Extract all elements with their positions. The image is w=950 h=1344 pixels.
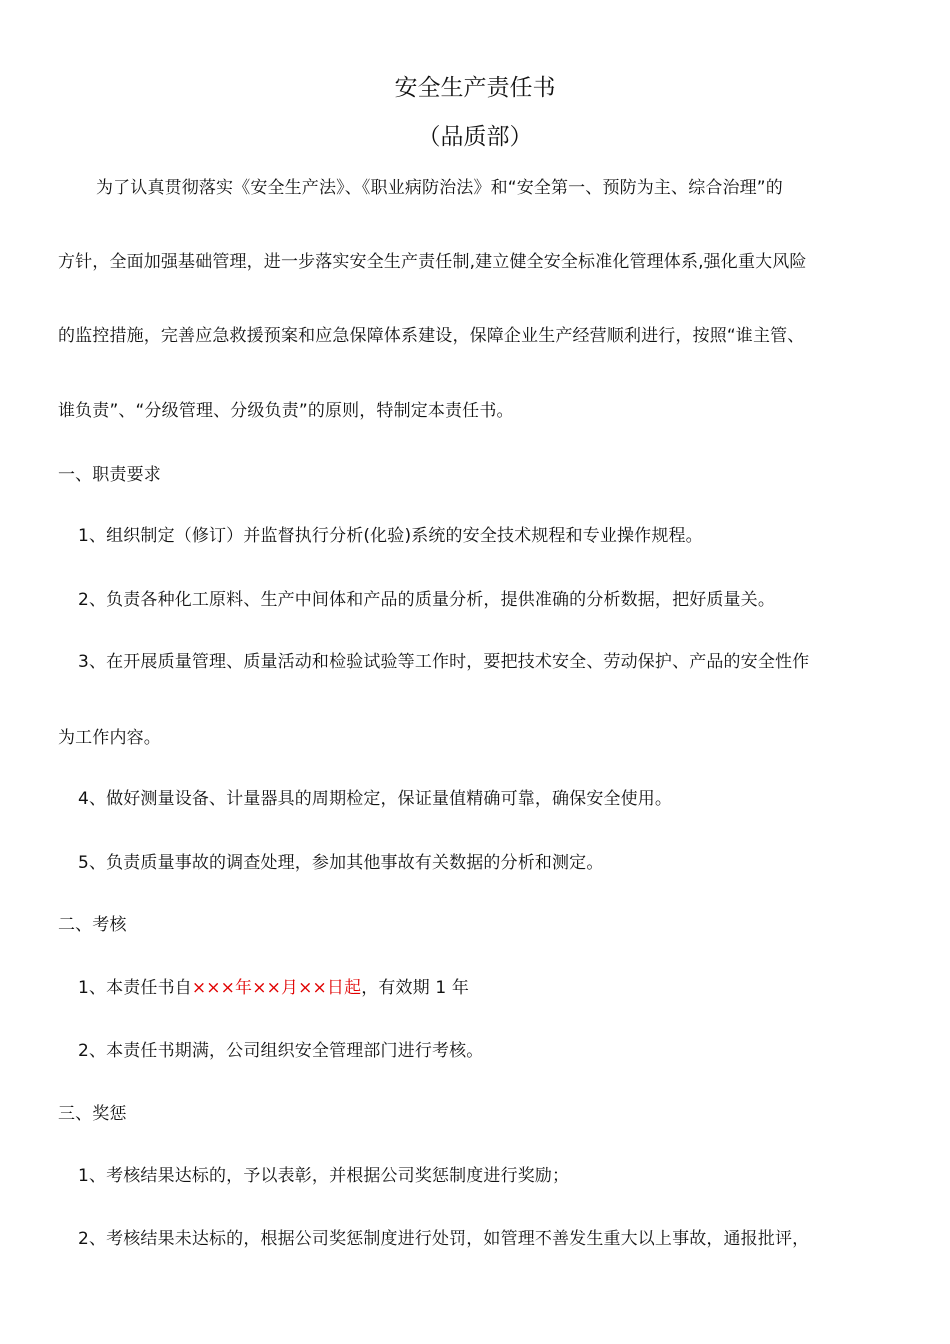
intro-line-3: 的监控措施，完善应急救援预案和应急保障体系建设，保障企业生产经营顺利进行，按照“谁主管、 — [58, 326, 805, 346]
duty-item-3-line-1: 3、在开展质量管理、质量活动和检验试验等工作时，要把技术安全、劳动保护、产品的安全性作 — [78, 652, 810, 672]
duty-item-4: 4、做好测量设备、计量器具的周期检定，保证量值精确可靠，确保安全使用。 — [78, 789, 673, 809]
duty-item-2: 2、负责各种化工原料、生产中间体和产品的质量分析，提供准确的分析数据，把好质量关。 — [78, 590, 775, 610]
section-heading-assessment: 二、考核 — [58, 915, 127, 935]
assessment-item-1-prefix: 1、本责任书自 — [78, 978, 192, 998]
document-title: 安全生产责任书 — [394, 75, 556, 101]
section-heading-rewards: 三、奖惩 — [58, 1104, 127, 1124]
assessment-item-1-suffix: ，有效期 1 年 — [361, 978, 470, 998]
intro-line-2: 方针，全面加强基础管理，进一步落实安全生产责任制,建立健全安全标准化管理体系,强化重大风险 — [58, 252, 807, 272]
intro-line-1: 为了认真贯彻落实《安全生产法》、《职业病防治法》和“安全第一、预防为主、综合治理”的 — [96, 178, 783, 198]
duty-item-1: 1、组织制定（修订）并监督执行分析(化验)系统的安全技术规程和专业操作规程。 — [78, 526, 703, 546]
duty-item-3-line-2: 为工作内容。 — [58, 728, 161, 748]
document-subtitle: （品质部） — [417, 124, 533, 150]
assessment-item-1 — [78, 976, 469, 1000]
duty-item-5: 5、负责质量事故的调查处理，参加其他事故有关数据的分析和测定。 — [78, 853, 604, 873]
intro-line-4: 谁负责”、“分级管理、分级负责”的原则，特制定本责任书。 — [58, 401, 514, 421]
assessment-item-2: 2、本责任书期满，公司组织安全管理部门进行考核。 — [78, 1041, 484, 1061]
section-heading-duties: 一、职责要求 — [58, 465, 161, 485]
reward-item-2: 2、考核结果未达标的，根据公司奖惩制度进行处罚，如管理不善发生重大以上事故，通报批评， — [78, 1229, 810, 1249]
effective-date-placeholder: ×××年××月××日起 — [191, 978, 362, 998]
reward-item-1: 1、考核结果达标的，予以表彰，并根据公司奖惩制度进行奖励； — [78, 1166, 570, 1186]
